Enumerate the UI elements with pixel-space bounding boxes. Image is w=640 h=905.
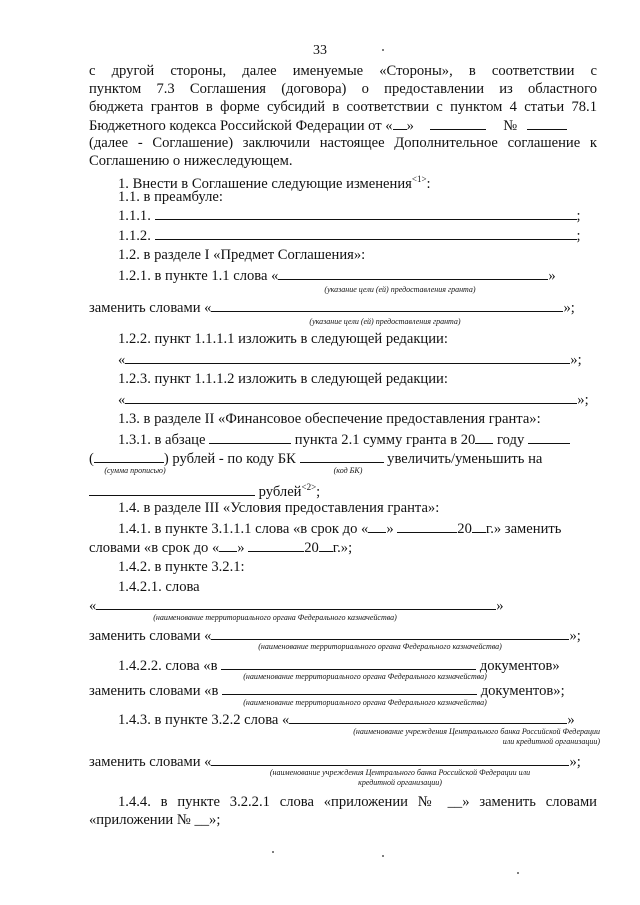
year-prefix: 20 [457,521,472,537]
year-prefix: 20 [304,540,319,556]
replace-text: заменить словами « [89,754,212,770]
quote: » [237,540,245,556]
rub-line [89,478,320,501]
item-1-4-1-text-e: словами «в срок до « [89,540,220,556]
footnote-ref-2: <2> [301,482,317,492]
paren: ( [89,451,94,467]
blank-line [155,206,577,220]
blank-line [211,752,569,766]
intro-line-4 [89,116,567,135]
blank-line [125,390,577,404]
item-1-4-1-text: 1.4.1. в пункте 3.1.1.1 слова «в срок до « [118,521,369,537]
blank-line [96,596,496,610]
item-1-4-1-text-d: г.» заменить [485,521,562,537]
blank-line [211,626,569,640]
blank-year [472,519,486,533]
note-goal-1: (указание цели (ей) предоставления гранта) [324,285,476,294]
intro-line-1: с другой стороны, далее именуемые «Стороны», в соответствии с [89,63,597,79]
intro-line-4-text: Бюджетного кодекса Российской Федерации от « [89,118,393,134]
item-1-2-2: 1.2.2. пункт 1.1.1.1 изложить в следующей редакции: [118,331,448,347]
blank-bk-code [300,449,384,463]
note-treasury-4: (наименование территориального органа Федерального казначейства) [243,698,487,707]
intro-line-3: бюджета грантов в форме субсидий в соответствии с пунктом 4 статьи 78.1 [89,99,597,115]
item-1-text: 1. Внести в Соглашение следующие изменения [118,176,412,192]
note-bank-2 [230,768,570,788]
quote: » [406,118,414,134]
blank-sum-words [94,449,164,463]
note-sum: (сумма прописью) [104,466,166,475]
replace-line-1 [89,298,575,317]
item-1-4-4-line1: 1.4.4. в пункте 3.2.2.1 слова «приложении № __» заменить словами [118,794,597,810]
note-treasury-3: (наименование территориального органа Федерального казначейства) [243,672,487,681]
item-1-4-4-line2: «приложении № __»; [89,812,221,828]
quote: » [496,598,504,614]
quote: »; [570,352,582,368]
item-1-1-2-label: 1.1.2. [118,228,151,244]
blank-day [368,519,386,533]
replace-text: заменить словами « [89,628,212,644]
item-1-3-1-text: 1.3.1. в абзаце [118,432,206,448]
note-bank-1-line2: или кредитной организации) [502,737,600,746]
item-1-1-2 [118,226,581,245]
item-1-3-1-text-b: пункта 2.1 сумму гранта в 20 [294,432,476,448]
blank-year [319,538,333,552]
note-bank-1 [270,727,600,747]
note-bk: (код БК) [333,466,363,475]
quote: « [118,352,126,368]
blank-day [219,538,237,552]
quote: »; [569,754,581,770]
scan-dot [272,851,274,853]
item-1-3-1 [118,430,570,449]
quote: » [567,712,575,728]
scan-dot [382,49,384,51]
quote-line-2 [118,390,589,409]
blank-rub [89,482,255,496]
item-1-3: 1.3. в разделе II «Финансовое обеспечение предоставления гранта»: [118,411,541,427]
colon: : [426,176,431,192]
semicolon: ; [316,484,321,500]
note-treasury-1: (наименование территориального органа Федерального казначейства) [153,613,397,622]
note-goal-2: (указание цели (ей) предоставления гранта) [309,317,461,326]
blank-line [125,350,570,364]
item-1-1: 1.1. в преамбуле: [118,189,223,205]
item-1-2-1 [118,266,556,285]
item-1-4: 1.4. в разделе III «Условия предоставления гранта»: [118,500,440,516]
item-1-3-1-text-f: увеличить/уменьшить на [387,451,543,467]
scan-dot [517,872,519,874]
blank-line [289,710,567,724]
item-1-2: 1.2. в разделе I «Предмет Соглашения»: [118,247,366,263]
item-1-2-3: 1.2.3. пункт 1.1.1.2 изложить в следующей редакции: [118,371,448,387]
rub-text: рублей [258,484,302,500]
documents-text: документов» [479,658,560,674]
quote: « [89,598,97,614]
item-1-4-2-2-text: 1.4.2.2. слова «в [118,658,218,674]
quote-line-1 [118,350,582,369]
quote: »; [563,300,575,316]
quote: »; [569,628,581,644]
blank-amount [528,430,570,444]
quote: »; [577,392,589,408]
item-1-1-1 [118,206,581,225]
note-bank-2-line1: (наименование учреждения Центрального банка Российской Федерации или [269,768,531,777]
item-1-4-1 [118,519,561,538]
intro-line-2: пунктом 7.3 Соглашения (договора) о предоставлении из областного [89,81,597,97]
blank-month [397,519,457,533]
item-1-4-2-1: 1.4.2.1. слова [118,579,200,595]
semicolon: ; [576,208,581,224]
blank-paragraph [209,430,291,444]
blank-line [221,656,476,670]
item-1-3-1-text-e: ) рублей - по коду БК [163,451,296,467]
quote: » [386,521,394,537]
item-1-4-3-text: 1.4.3. в пункте 3.2.2 слова « [118,712,290,728]
note-bank-1-line1: (наименование учреждения Центрального банка Российской Федерации [353,727,600,736]
blank-line [222,681,477,695]
item-1-2-1-text: 1.2.1. в пункте 1.1 слова « [118,268,279,284]
number-sign: № [503,118,518,134]
note-treasury-2: (наименование территориального органа Федерального казначейства) [258,642,502,651]
blank-line [278,266,548,280]
replace-text: заменить словами « [89,300,212,316]
replace-text: заменить словами «в [89,683,219,699]
documents-text: документов»; [480,683,565,699]
blank-line [211,298,563,312]
blank-day [393,116,407,130]
blank-date [430,116,486,130]
year-word: году [497,432,525,448]
item-1-4-1-text-h: г.»; [332,540,353,556]
note-bank-2-line2: кредитной организации) [358,778,442,787]
intro-line-5: (далее - Соглашение) заключили настоящее Дополнительное соглашение к [89,135,597,151]
scan-dot [382,855,384,857]
blank-year [475,430,493,444]
quote: » [548,268,556,284]
item-1-4-1-line2 [89,538,352,557]
footnote-ref-1: <1> [411,174,427,184]
intro-line-6: Соглашению о нижеследующем. [89,153,293,169]
page-number: 33 [313,43,327,58]
item-1-1-1-label: 1.1.1. [118,208,151,224]
blank-line [155,226,577,240]
blank-month [248,538,304,552]
quote: « [118,392,126,408]
item-1-4-2: 1.4.2. в пункте 3.2.1: [118,559,245,575]
semicolon: ; [576,228,581,244]
blank-number [527,116,567,130]
